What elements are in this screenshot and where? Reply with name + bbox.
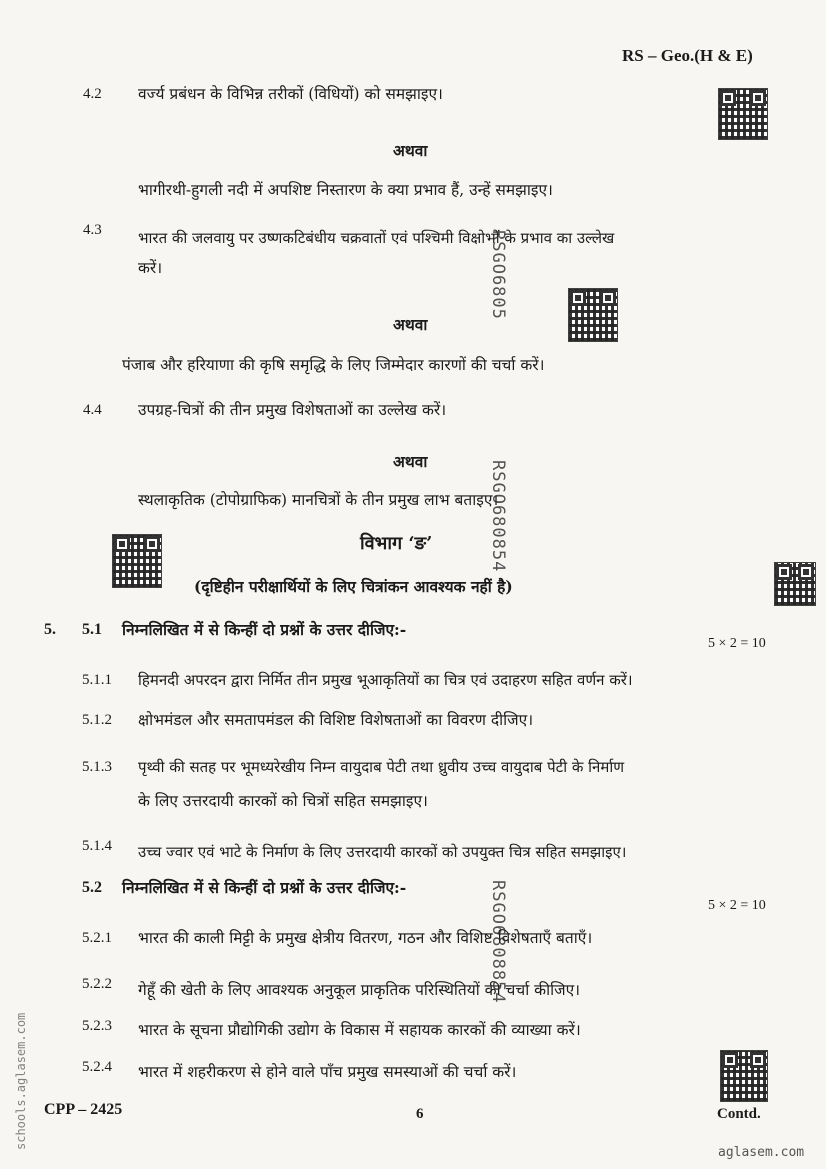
item-number: 5.2.2 (82, 976, 112, 992)
item-number: 5.1.2 (82, 712, 112, 728)
item-text: भारत की काली मिट्टी के प्रमुख क्षेत्रीय वितरण, गठन और विशिष्ट विशेषताएँ बताएँ। (138, 929, 593, 947)
paper-code-header: RS – Geo.(H & E) (622, 46, 753, 65)
item-number: 5.2.4 (82, 1059, 112, 1075)
item-number: 5.2.1 (82, 930, 112, 946)
question-number: 5. (44, 621, 56, 638)
or-label: अथवा (393, 141, 428, 160)
subquestion-heading: निम्नलिखित में से किन्हीं दो प्रश्नों के उत्तर दीजिए:- (122, 878, 407, 897)
subquestion-heading: निम्नलिखित में से किन्हीं दो प्रश्नों के उत्तर दीजिए:- (122, 620, 407, 639)
or-label: अथवा (393, 452, 428, 471)
vertical-watermark: RSGO6808854 (488, 880, 508, 1004)
qr-code-icon (568, 288, 618, 342)
subquestion-number: 5.2 (82, 879, 102, 896)
question-number: 4.3 (83, 222, 102, 238)
question-text: भागीरथी-हुगली नदी में अपशिष्ट निस्तारण के क्या प्रभाव हैं, उन्हें समझाइए। (138, 181, 553, 199)
qr-code-icon (718, 88, 768, 140)
continued-label: Contd. (717, 1106, 761, 1122)
question-text: वर्ज्य प्रबंधन के विभिन्न तरीकों (विधियों) को समझाइए। (138, 85, 443, 103)
item-text: भारत के सूचना प्रौद्योगिकी उद्योग के विकास में सहायक कारकों की व्याख्या करें। (138, 1021, 581, 1039)
item-number: 5.2.3 (82, 1018, 112, 1034)
marks-label: 5 × 2 = 10 (708, 898, 766, 913)
question-number: 4.4 (83, 402, 102, 418)
question-number: 4.2 (83, 86, 102, 102)
footer-paper-code: CPP – 2425 (44, 1101, 123, 1118)
item-number: 5.1.3 (82, 759, 112, 775)
question-text: पंजाब और हरियाणा की कृषि समृद्धि के लिए जिम्मेदार कारणों की चर्चा करें। (122, 356, 545, 374)
section-title: विभाग ‘ङ’ (360, 533, 433, 554)
qr-code-icon (774, 562, 816, 606)
question-text: स्थलाकृतिक (टोपोग्राफिक) मानचित्रों के तीन प्रमुख लाभ बताइए। (138, 491, 499, 509)
item-text: पृथ्वी की सतह पर भूमध्यरेखीय निम्न वायुदाब पेटी तथा ध्रुवीय उच्च वायुदाब पेटी के निर्माण (138, 758, 625, 776)
vertical-watermark: RSGO680854 (488, 460, 508, 573)
question-text: भारत की जलवायु पर उष्णकटिबंधीय चक्रवातों एवं पश्चिमी विक्षोभों के प्रभाव का उल्लेख (138, 229, 615, 247)
corner-watermark: aglasem.com (718, 1145, 805, 1160)
or-label: अथवा (393, 315, 428, 334)
item-text: उच्च ज्वार एवं भाटे के निर्माण के लिए उत्तरदायी कारकों को उपयुक्त चित्र सहित समझाइए। (138, 843, 627, 861)
item-number: 5.1.4 (82, 838, 112, 854)
item-text: हिमनदी अपरदन द्वारा निर्मित तीन प्रमुख भूआकृतियों का चित्र एवं उदाहरण सहित वर्णन करें। (138, 671, 633, 689)
qr-code-icon (720, 1050, 768, 1102)
item-number: 5.1.1 (82, 672, 112, 688)
subquestion-number: 5.1 (82, 621, 102, 638)
page-number: 6 (416, 1106, 424, 1122)
section-note: (दृष्टिहीन परीक्षार्थियों के लिए चित्रांकन आवश्यक नहीं है) (194, 577, 513, 596)
qr-code-icon (112, 534, 162, 588)
question-text: उपग्रह-चित्रों की तीन प्रमुख विशेषताओं का उल्लेख करें। (138, 401, 447, 419)
side-watermark: schools.aglasem.com (14, 1012, 28, 1150)
question-text-cont: करें। (138, 259, 163, 277)
item-text: भारत में शहरीकरण से होने वाले पाँच प्रमुख समस्याओं की चर्चा करें। (138, 1063, 517, 1081)
item-text-cont: के लिए उत्तरदायी कारकों को चित्रों सहित समझाइए। (138, 792, 428, 810)
vertical-watermark: RSGO6805 (488, 230, 508, 320)
item-text: गेहूँ की खेती के लिए आवश्यक अनुकूल प्राकृतिक परिस्थितियों की चर्चा कीजिए। (138, 981, 581, 999)
item-text: क्षोभमंडल और समतापमंडल की विशिष्ट विशेषताओं का विवरण दीजिए। (138, 711, 534, 729)
marks-label: 5 × 2 = 10 (708, 636, 766, 651)
